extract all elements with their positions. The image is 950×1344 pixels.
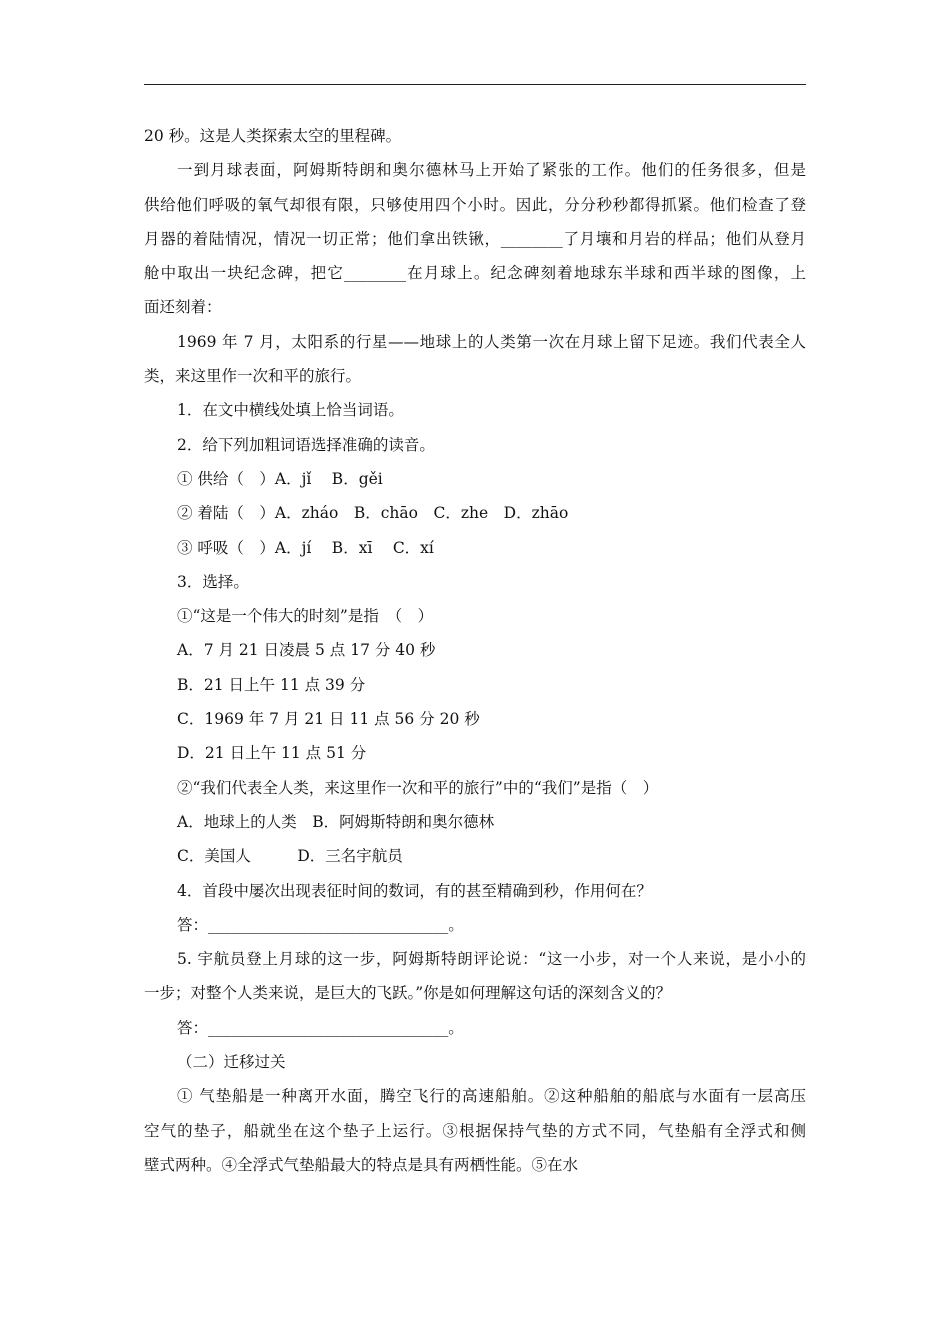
text-line: 面还刻着： — [144, 298, 222, 317]
header-rule — [144, 84, 806, 85]
text-line: 舱中取出一块纪念碑，把它________在月球上。纪念碑刻着地球东半球和西半球的图像，上 — [144, 264, 806, 283]
text-line: 答：_______________________________。 — [177, 1018, 464, 1037]
text-line: 3．选择。 — [177, 572, 249, 591]
text-line: 2．给下列加粗词语选择准确的读音。 — [177, 435, 435, 454]
text-line: D．21 日上午 11 点 51 分 — [177, 744, 367, 763]
text-line: 供给他们呼吸的氧气却很有限，只够使用四个小时。因此，分分秒秒都得抓紧。他们检查了登 — [144, 195, 806, 214]
text-line: 一到月球表面，阿姆斯特朗和奥尔德林马上开始了紧张的工作。他们的任务很多，但是 — [177, 161, 806, 180]
text-line: 1969 年 7 月，太阳系的行星——地球上的人类第一次在月球上留下足迹。我们代表全人 — [177, 332, 806, 351]
text-line: ②“我们代表全人类，来这里作一次和平的旅行”中的“我们”是指（ ） — [177, 778, 659, 797]
text-line: 空气的垫子，船就坐在这个垫子上运行。③根据保持气垫的方式不同，气垫船有全浮式和侧 — [144, 1121, 806, 1140]
text-line: 5. 宇航员登上月球的这一步，阿姆斯特朗评论说：“这一小步，对一个人来说，是小小的 — [177, 950, 806, 969]
text-line: 20 秒。这是人类探索太空的里程碑。 — [144, 127, 402, 145]
text-line: ② 着陆（ ）A．zháo B．chāo C．zhe D．zhāo — [177, 504, 569, 523]
text-line: 一步；对整个人类来说，是巨大的飞跃。”你是如何理解这句话的深刻含义的？ — [144, 984, 672, 1003]
text-line: ③ 呼吸（ ）A．jí B．xī C．xí — [177, 538, 434, 557]
text-line: 1．在文中横线处填上恰当词语。 — [177, 401, 404, 420]
text-line: ①“这是一个伟大的时刻”是指 （ ） — [177, 607, 434, 626]
text-line: 类，来这里作一次和平的旅行。 — [144, 367, 362, 386]
text-line: ① 气垫船是一种离开水面，腾空飞行的高速船舶。②这种船舶的船底与水面有一层高压 — [177, 1087, 806, 1106]
text-line: A．地球上的人类 B．阿姆斯特朗和奥尔德林 — [177, 812, 495, 831]
text-line: 月器的着陆情况，情况一切正常；他们拿出铁锹，________了月壤和月岩的样品；他们从登月 — [144, 229, 806, 248]
text-line: B．21 日上午 11 点 39 分 — [177, 675, 366, 694]
text-line: ① 供给（ ）A．jǐ B．gěi — [177, 469, 383, 488]
text-line: A．7 月 21 日凌晨 5 点 17 分 40 秒 — [177, 641, 436, 660]
document-body — [144, 119, 806, 1182]
text-line: C．1969 年 7 月 21 日 11 点 56 分 20 秒 — [177, 710, 480, 729]
text-line: C．美国人 D．三名宇航员 — [177, 847, 403, 866]
text-line: 4．首段中屡次出现表征时间的数词，有的甚至精确到秒，作用何在？ — [177, 881, 652, 900]
text-line: （二）迁移过关 — [177, 1053, 286, 1072]
text-line: 壁式两种。④全浮式气垫船最大的特点是具有两栖性能。⑤在水 — [144, 1155, 579, 1174]
text-line: 答：_______________________________。 — [177, 915, 464, 934]
